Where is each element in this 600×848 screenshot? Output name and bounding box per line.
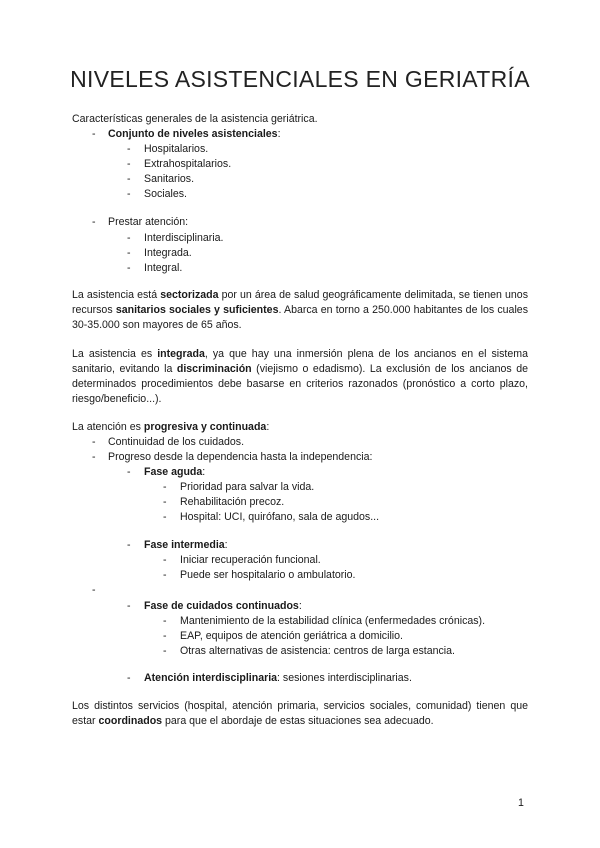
bold-term: integrada: [157, 348, 205, 360]
bullet-dash: -: [127, 466, 131, 478]
bullet-dash: -: [163, 496, 167, 508]
text-run: (viejismo o edadismo). La exclusión de los ancianos de determinados procedimientos debe basarse en criterios razonados (pronóstico a corto plazo, riesgo/beneficio...).: [72, 363, 528, 405]
paragraph-progressive: [72, 420, 269, 435]
continued-item: EAP, equipos de atención geriátrica a domicilio.: [180, 630, 403, 642]
continued-item: Mantenimiento de la estabilidad clínica (enfermedades crónicas).: [180, 615, 486, 627]
levels-item: Extrahospitalarios.: [144, 158, 232, 170]
bold-term: progresiva y continuada: [143, 421, 267, 433]
text-run: . Abarca en torno a 250.000 habitantes de los cuales 30-35.000 son mayores de 65 años.: [72, 304, 528, 331]
bullet-dash: -: [92, 436, 96, 448]
bullet-dash: -: [127, 247, 131, 259]
bullet-dash: -: [92, 451, 96, 463]
bullet-dash: -: [127, 143, 131, 155]
bullet-dash: -: [127, 600, 131, 612]
bullet-dash: -: [127, 173, 131, 185]
bullet-dash: -: [163, 481, 167, 493]
intermediate-label: Fase intermedia: [144, 539, 225, 551]
bullet-dash: -: [163, 630, 167, 642]
bold-term: sectorizada: [160, 289, 219, 301]
intermediate-heading: [144, 538, 228, 553]
progress-item: Progreso desde la dependencia hasta la independencia:: [108, 451, 373, 463]
bullet-dash: -: [92, 216, 96, 228]
bold-term: discriminación: [176, 363, 252, 375]
bullet-dash: -: [127, 158, 131, 170]
acute-item: Rehabilitación precoz.: [180, 496, 285, 508]
levels-item: Sociales.: [144, 188, 187, 200]
intermediate-item: Iniciar recuperación funcional.: [180, 554, 321, 566]
bullet-dash: -: [127, 539, 131, 551]
intro-text: Características generales de la asistencia geriátrica.: [72, 113, 318, 125]
bold-term: sanitarios sociales y suficientes: [115, 304, 279, 316]
bullet-dash: -: [127, 262, 131, 274]
bullet-dash: -: [127, 672, 131, 684]
bullet-dash: -: [127, 232, 131, 244]
acute-item: Prioridad para salvar la vida.: [180, 481, 315, 493]
bullet-dash: -: [163, 615, 167, 627]
paragraph-coordinated: [72, 699, 528, 729]
attention-heading: Prestar atención:: [108, 216, 189, 228]
text-run: , ya que hay una inmersión plena de los ancianos en el sistema sanitario, evitando la: [72, 348, 528, 375]
attention-item: Integrada.: [144, 247, 192, 259]
intermediate-item: Puede ser hospitalario o ambulatorio.: [180, 569, 356, 581]
bold-term: coordinados: [98, 715, 163, 727]
interdisc-item: [144, 671, 412, 686]
page-number: 1: [518, 797, 524, 809]
attention-item: Interdisciplinaria.: [144, 232, 224, 244]
text-run: La atención es: [72, 421, 144, 433]
text-run: La asistencia es: [72, 348, 158, 360]
acute-suffix: :: [202, 466, 206, 478]
levels-suffix: :: [277, 128, 281, 140]
bullet-dash: -: [92, 584, 96, 596]
paragraph-integrated: [72, 347, 528, 407]
bullet-dash: -: [92, 128, 96, 140]
continuity-item: Continuidad de los cuidados.: [108, 436, 245, 448]
bullet-dash: -: [163, 645, 167, 657]
acute-heading: [144, 465, 205, 480]
text-run: La asistencia está: [72, 289, 161, 301]
text-run: por un área de salud geográficamente delimitada, se tienen unos recursos: [72, 289, 529, 316]
levels-item: Hospitalarios.: [144, 143, 209, 155]
text-run: Los distintos servicios (hospital, atención primaria, servicios sociales, comunidad) tienen que estar: [72, 700, 528, 727]
acute-item: Hospital: UCI, quirófano, sala de agudos...: [180, 511, 380, 523]
levels-label: Conjunto de niveles asistenciales: [108, 128, 278, 140]
continued-suffix: :: [298, 600, 302, 612]
bullet-dash: -: [163, 511, 167, 523]
bullet-dash: -: [163, 569, 167, 581]
acute-label: Fase aguda: [144, 466, 203, 478]
bullet-dash: -: [127, 188, 131, 200]
page-title: NIVELES ASISTENCIALES EN GERIATRÍA: [70, 66, 530, 92]
text-run: :: [266, 421, 270, 433]
levels-item: Sanitarios.: [144, 173, 195, 185]
bullet-dash: -: [163, 554, 167, 566]
interdisc-label: Atención interdisciplinaria: [144, 672, 278, 684]
attention-item: Integral.: [144, 262, 183, 274]
continued-heading: [144, 599, 302, 614]
paragraph-sectorized: [72, 288, 528, 333]
continued-item: Otras alternativas de asistencia: centros de larga estancia.: [180, 645, 455, 657]
levels-heading: [108, 127, 281, 142]
continued-label: Fase de cuidados continuados: [144, 600, 299, 612]
intermediate-suffix: :: [224, 539, 228, 551]
interdisc-rest: : sesiones interdisciplinarias.: [277, 672, 412, 684]
text-run: para que el abordaje de estas situaciones sea adecuado.: [162, 715, 434, 727]
